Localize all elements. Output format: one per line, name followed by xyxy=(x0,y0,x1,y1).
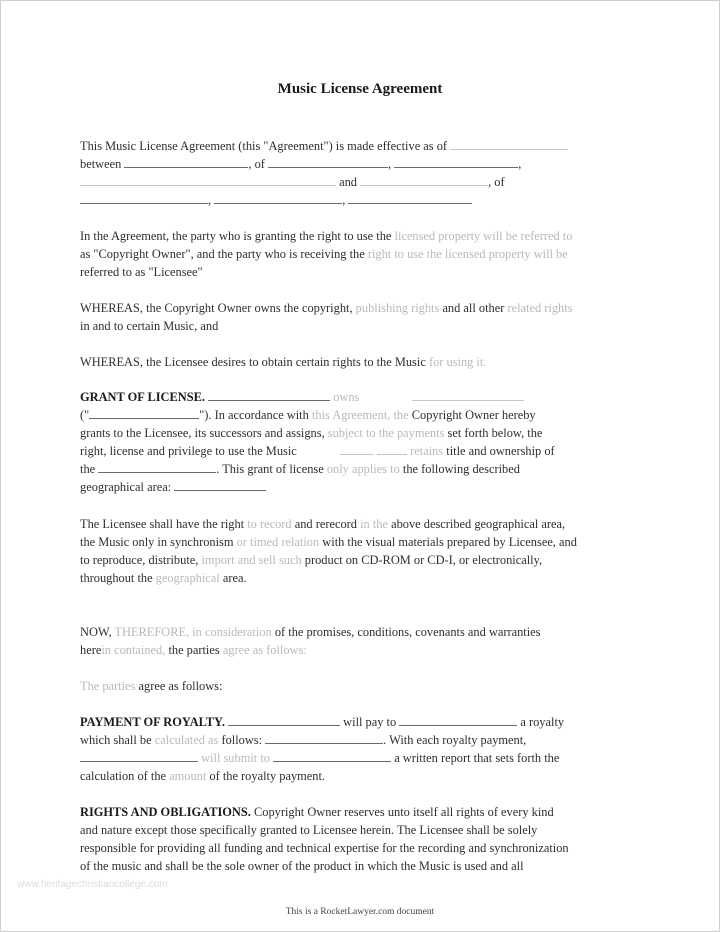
party1-state-blank[interactable] xyxy=(80,173,336,186)
grant-text: title and ownership of xyxy=(446,444,555,458)
whereas-text: and all other xyxy=(442,301,505,315)
now-text: NOW, xyxy=(80,625,112,639)
now-text: of the promises, conditions, covenants and warranties xyxy=(274,625,541,639)
payment-text: calculation of the xyxy=(80,769,167,783)
payment-text: of the royalty payment. xyxy=(209,769,326,783)
now-text: here xyxy=(80,643,102,657)
licensee-text: throughout the xyxy=(80,571,153,585)
rights-and-obligations-section xyxy=(80,803,646,875)
now-text-faded: in contained, xyxy=(101,643,166,657)
report-recipient-blank[interactable] xyxy=(273,749,391,762)
licensee-text-faded: to record xyxy=(247,517,292,531)
grant-text: . This grant of license xyxy=(216,462,324,476)
now-text: the parties xyxy=(168,643,220,657)
licensee-text: The Licensee shall have the right xyxy=(80,517,245,531)
payment-of-royalty-section xyxy=(80,713,646,785)
grant-text-faded: subject to the payments xyxy=(327,426,445,440)
rights-text: responsible for providing all funding and technical expertise for the recording and synchronization xyxy=(80,841,569,855)
whereas-text: WHEREAS, the Licensee desires to obtain certain rights to the Music xyxy=(80,355,426,369)
grant-text: the xyxy=(80,462,96,476)
grant-blank[interactable] xyxy=(377,442,407,455)
comma: , xyxy=(342,193,346,207)
agree-text: agree as follows: xyxy=(138,679,223,693)
parties-text-faded: licensed property will be referred to xyxy=(394,229,573,243)
party1-name-blank[interactable] xyxy=(124,155,248,168)
licensee-text: the Music only in synchronism xyxy=(80,535,234,549)
licensee-text-faded: in the xyxy=(360,517,388,531)
payment-text: . With each royalty payment, xyxy=(383,733,527,747)
agree-paragraph xyxy=(80,677,646,695)
intro-text: This Music License Agreement (this "Agreement") is made effective as of xyxy=(80,139,448,153)
parties-text: referred to as "Licensee" xyxy=(80,265,203,279)
licensee-text-faded: import xyxy=(201,553,235,567)
licensee-rights-paragraph xyxy=(80,515,646,587)
royalty-calculation-blank[interactable] xyxy=(265,731,383,744)
comma: , xyxy=(388,157,392,171)
payment-text-faded: calculated as xyxy=(154,733,219,747)
payer-blank[interactable] xyxy=(228,713,340,726)
grant-text: the following described xyxy=(402,462,520,476)
licensee-text-faded: or timed relation xyxy=(236,535,320,549)
rights-text: of the music and shall be the sole owner of the product in which the Music is used and all xyxy=(80,859,524,873)
intro-section xyxy=(80,137,646,209)
licensee-text: with the visual materials prepared by Licensee, and xyxy=(322,535,577,549)
geographical-area-blank[interactable] xyxy=(174,478,266,491)
party2-city-blank[interactable] xyxy=(214,191,342,204)
whereas-licensee-paragraph xyxy=(80,353,646,371)
and-label: and xyxy=(339,175,357,189)
whereas-text-faded: related rights xyxy=(507,301,573,315)
agree-text-faded: The parties xyxy=(80,679,136,693)
now-text-faded: THEREFORE, in consideration xyxy=(114,625,272,639)
page-footer: This is a RocketLawyer.com document xyxy=(285,907,435,917)
rights-text: Copyright Owner reserves unto itself all rights of every kind xyxy=(253,805,554,819)
grant-text: set forth below, the xyxy=(447,426,543,440)
document-title: Music License Agreement xyxy=(277,81,443,97)
licensee-text: product on CD-ROM or CD-I, or electronically, xyxy=(304,553,543,567)
licensee-text: and rerecord xyxy=(294,517,357,531)
rights-text: and nature except those specifically granted to Licensee herein. The Licensee shall be solely xyxy=(80,823,538,837)
consideration-paragraph xyxy=(80,623,646,659)
payment-heading: PAYMENT OF ROYALTY. xyxy=(80,715,225,729)
grant-the-blank[interactable] xyxy=(98,460,216,473)
grant-of-license-section xyxy=(80,388,646,496)
grant-owner-blank[interactable] xyxy=(208,388,330,401)
parties-text: as "Copyright Owner", and the party who is receiving the xyxy=(80,247,365,261)
grant-music-name-blank[interactable] xyxy=(89,406,199,419)
licensee-text-faded: and xyxy=(237,553,256,567)
grant-text: geographical area: xyxy=(80,480,172,494)
party2-state-blank[interactable] xyxy=(348,191,472,204)
now-text-faded: agree as follows: xyxy=(222,643,307,657)
comma: , xyxy=(208,193,212,207)
whereas-text-faded: for using it. xyxy=(428,355,487,369)
grant-heading: GRANT OF LICENSE. xyxy=(80,390,205,404)
payment-text: a written report that sets forth the xyxy=(394,751,560,765)
licensee-text-faded: geographical xyxy=(155,571,220,585)
report-submitter-blank[interactable] xyxy=(80,749,198,762)
parties-text: In the Agreement, the party who is granting the right to use the xyxy=(80,229,392,243)
payment-text-faded: amount xyxy=(169,769,207,783)
grant-text-faded: only applies to xyxy=(326,462,400,476)
payment-text: a royalty xyxy=(520,715,565,729)
rights-heading: RIGHTS AND OBLIGATIONS. xyxy=(80,805,251,819)
grant-text-faded: retains xyxy=(410,444,444,458)
payee-blank[interactable] xyxy=(399,713,517,726)
grant-music-blank[interactable] xyxy=(412,388,524,401)
between-label: between xyxy=(80,157,122,171)
grant-text: right, license and privilege to use the Music xyxy=(80,444,297,458)
party1-city-blank[interactable] xyxy=(394,155,518,168)
payment-text: follows: xyxy=(221,733,263,747)
grant-text: Copyright Owner hereby xyxy=(411,408,536,422)
party2-name-blank[interactable] xyxy=(360,173,488,186)
whereas-text: in and to certain Music, and xyxy=(80,319,219,333)
whereas-owner-paragraph xyxy=(80,299,646,335)
watermark: www.heritagechristiancollege.com xyxy=(17,879,168,890)
parties-paragraph xyxy=(80,227,646,281)
payment-text-faded: will submit to xyxy=(201,751,270,765)
of-label: , of xyxy=(248,157,265,171)
effective-date-blank[interactable] xyxy=(450,137,568,150)
whereas-text-faded: publishing rights xyxy=(355,301,440,315)
whereas-text: WHEREAS, the Copyright Owner owns the copyright, xyxy=(80,301,353,315)
licensee-text-faded: sell such xyxy=(258,553,302,567)
party2-address-blank[interactable] xyxy=(80,191,208,204)
of-label: , of xyxy=(488,175,505,189)
payment-text: will pay to xyxy=(343,715,397,729)
comma: , xyxy=(518,157,522,171)
licensee-text: to reproduce, distribute, xyxy=(80,553,199,567)
licensee-text: above described geographical area, xyxy=(391,517,566,531)
grant-text: "). In accordance with xyxy=(199,408,309,422)
grant-text: grants to the Licensee, its successors and assigns, xyxy=(80,426,325,440)
grant-blank[interactable] xyxy=(340,442,374,455)
grant-text: (" xyxy=(80,408,90,422)
parties-text-faded: right to use the licensed property will be xyxy=(367,247,568,261)
party1-address-blank[interactable] xyxy=(268,155,388,168)
grant-text-faded: this Agreement, the xyxy=(311,408,409,422)
payment-text: which shall be xyxy=(80,733,152,747)
licensee-text: area. xyxy=(222,571,247,585)
grant-owns: owns xyxy=(333,390,360,404)
